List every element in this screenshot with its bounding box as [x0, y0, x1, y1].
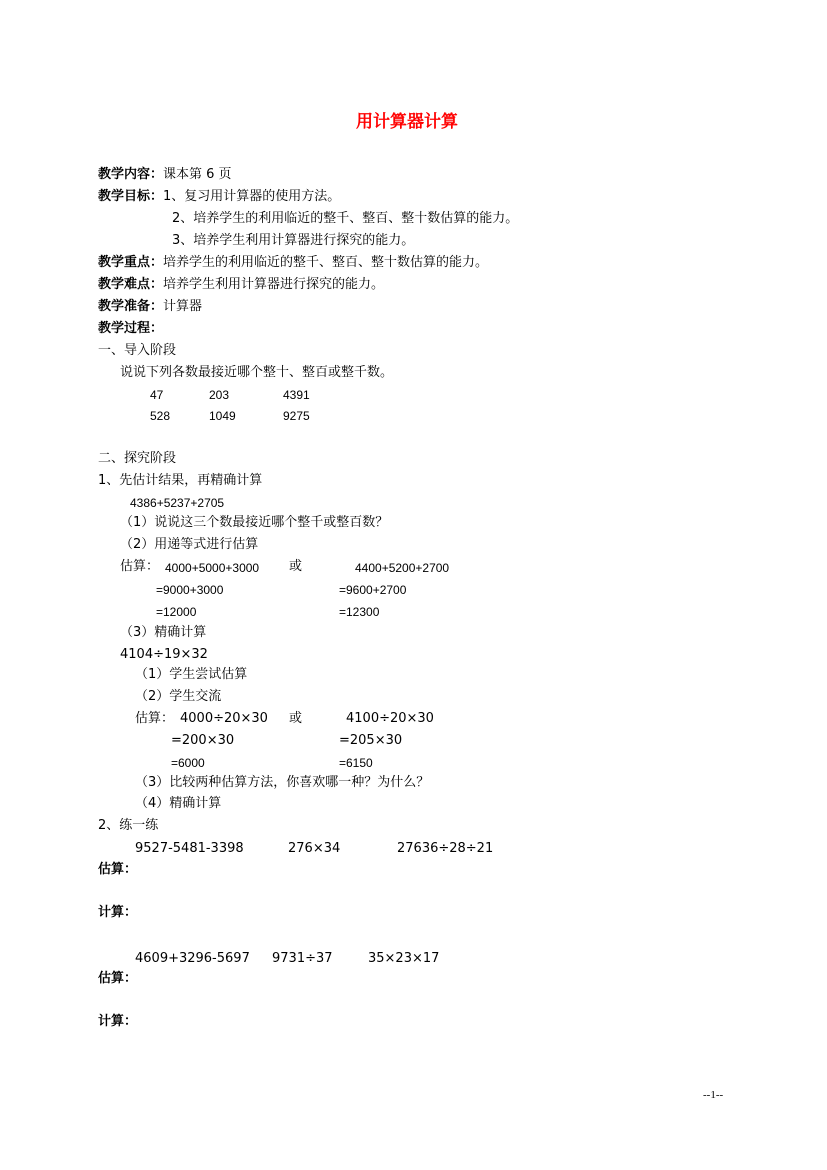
process-label: 教学过程： [98, 321, 164, 336]
step1b-item: （2）学生交流 [135, 689, 222, 704]
exercise-expression: 27636÷28÷21 [397, 841, 494, 856]
step2-heading: 2、练一练 [98, 818, 159, 833]
or-label: 或 [289, 559, 303, 574]
estimate-step: =6150 [339, 756, 373, 770]
estimate-step: =6000 [171, 756, 205, 770]
number-cell: 203 [209, 388, 230, 402]
number-cell: 47 [150, 388, 164, 402]
step1b-item: （4）精确计算 [135, 796, 222, 811]
estimate-step: =205×30 [339, 733, 403, 748]
estimate-step: 4100÷20×30 [346, 711, 434, 726]
page-title: 用计算器计算 [356, 112, 458, 132]
content-text: 课本第 6 页 [163, 167, 232, 182]
estimate-step: =12000 [156, 605, 197, 619]
estimate-label: 估算： [135, 711, 175, 726]
calculate-label: 计算： [98, 905, 138, 920]
estimate-step: =9000+3000 [156, 583, 224, 597]
number-cell: 1049 [209, 409, 236, 423]
difficulty-label: 教学难点： [98, 277, 164, 292]
exercise-expression: 4609+3296-5697 [135, 951, 250, 966]
content-line [98, 168, 232, 181]
number-cell: 528 [150, 409, 171, 423]
step1b-item: （1）学生尝试估算 [135, 667, 248, 682]
estimate-label: 估算： [98, 971, 138, 986]
key-point-line [98, 256, 488, 269]
page-number: --1-- [703, 1089, 724, 1101]
estimate-step: 4400+5200+2700 [355, 561, 450, 575]
difficulty-text: 培养学生利用计算器进行探究的能力。 [163, 277, 385, 292]
step1-question: （1）说说这三个数最接近哪个整千或整百数？ [120, 515, 389, 530]
exercise-expression: 9731÷37 [272, 951, 333, 966]
goals-label: 教学目标： [98, 189, 164, 204]
exercise-expression: 9527-5481-3398 [135, 841, 244, 856]
calculate-label: 计算： [98, 1014, 138, 1029]
section1-prompt: 说说下列各数最接近哪个整十、整百或整千数。 [120, 365, 394, 380]
step1-expression: 4386+5237+2705 [130, 496, 225, 510]
section2-heading: 二、探究阶段 [98, 451, 177, 466]
estimate-step: 4000+5000+3000 [165, 561, 260, 575]
content-label: 教学内容： [98, 167, 164, 182]
preparation-text: 计算器 [163, 299, 203, 314]
estimate-label: 估算： [98, 862, 138, 877]
goal-item: 3、培养学生利用计算器进行探究的能力。 [172, 233, 415, 248]
exercise-expression: 276×34 [288, 841, 341, 856]
goals-line [98, 190, 340, 203]
difficulty-line [98, 278, 384, 291]
estimate-step: 4000÷20×30 [180, 711, 268, 726]
estimate-step: =200×30 [171, 733, 235, 748]
step1-question: （2）用递等式进行估算 [120, 537, 259, 552]
estimate-label: 估算： [120, 559, 160, 574]
goal-item: 2、培养学生的利用临近的整千、整百、整十数估算的能力。 [172, 211, 519, 226]
key-point-label: 教学重点： [98, 255, 164, 270]
estimate-step: =9600+2700 [339, 583, 407, 597]
step1-heading: 1、先估计结果，再精确计算 [98, 473, 263, 488]
number-cell: 9275 [283, 409, 310, 423]
number-cell: 4391 [283, 388, 310, 402]
step1-question: （3）精确计算 [120, 625, 207, 640]
exercise-expression: 35×23×17 [368, 951, 440, 966]
step1b-item: （3）比较两种估算方法，你喜欢哪一种？为什么？ [135, 775, 430, 790]
section1-heading: 一、导入阶段 [98, 343, 177, 358]
goal-item: 1、复习用计算器的使用方法。 [163, 189, 341, 204]
preparation-line [98, 300, 202, 313]
estimate-step: =12300 [339, 605, 380, 619]
preparation-label: 教学准备： [98, 299, 164, 314]
key-point-text: 培养学生的利用临近的整千、整百、整十数估算的能力。 [163, 255, 489, 270]
or-label: 或 [289, 711, 303, 726]
step1b-expression: 4104÷19×32 [120, 647, 208, 662]
